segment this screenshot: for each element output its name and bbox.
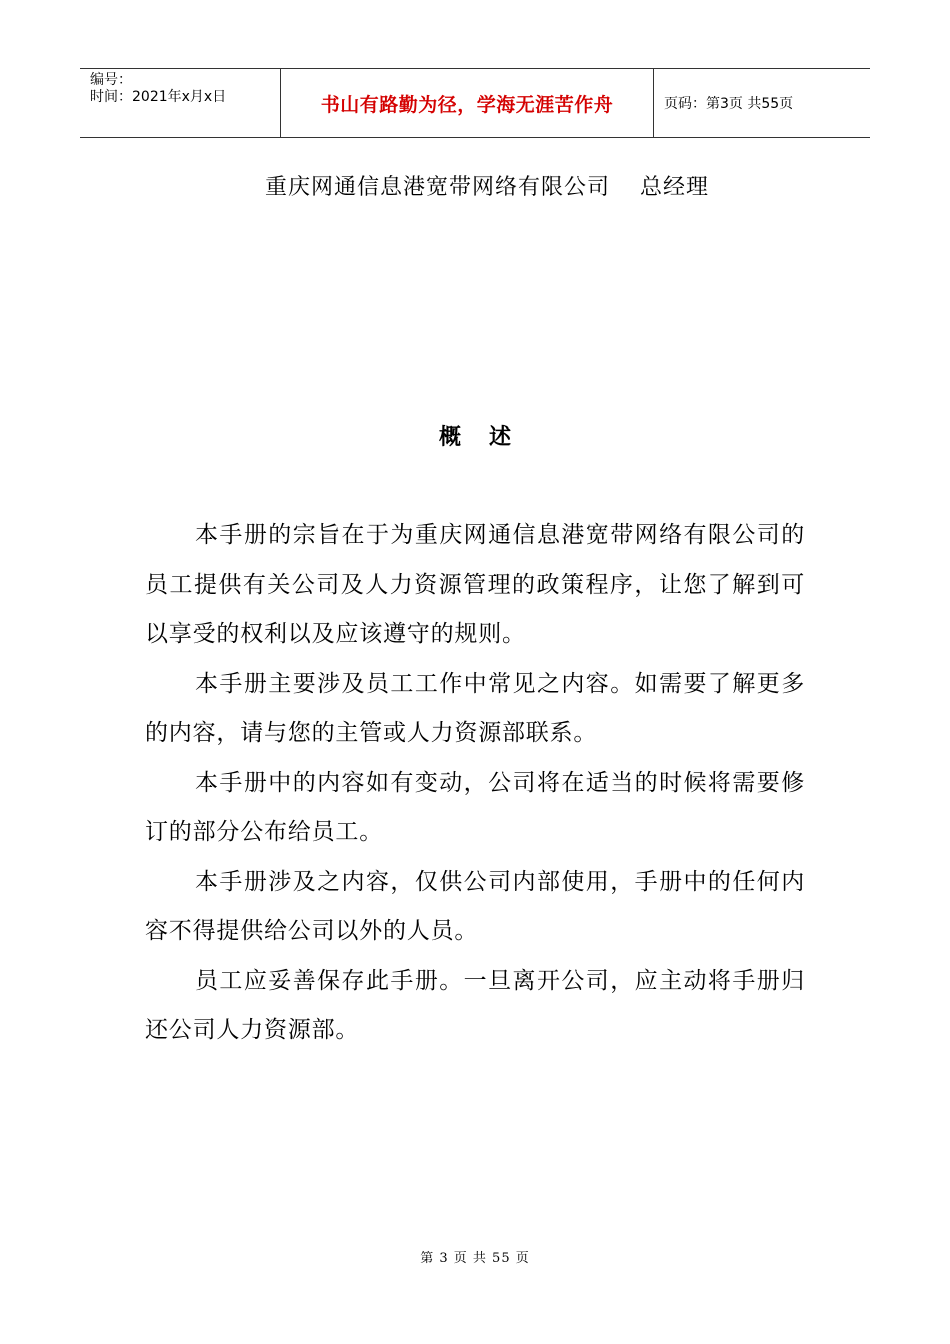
signature-line [265,170,709,201]
time-label: 时间：2021年x月x日 [90,89,227,105]
paragraph: 本手册中的内容如有变动，公司将在适当的时候将需要修订的部分公布给员工。 [145,769,805,845]
number-label: 编号： [90,72,132,88]
body-text [145,511,805,1056]
paragraph: 本手册主要涉及员工工作中常见之内容。如需要了解更多的内容，请与您的主管或人力资源部联系。 [145,670,805,746]
paragraph: 本手册涉及之内容，仅供公司内部使用，手册中的任何内容不得提供给公司以外的人员。 [145,868,805,944]
document-header [80,68,870,138]
header-meta [80,69,281,137]
paragraph: 本手册的宗旨在于为重庆网通信息港宽带网络有限公司的员工提供有关公司及人力资源管理的政策程序，让您了解到可以享受的权利以及应该遵守的规则。 [145,522,805,647]
signature-role: 总经理 [640,175,710,200]
header-motto: 书山有路勤为径，学海无涯苦作舟 [281,69,654,137]
section-title: 概述 [438,425,539,450]
paragraph: 员工应妥善保存此手册。一旦离开公司，应主动将手册归还公司人力资源部。 [145,967,805,1043]
page-footer: 第 3 页 共 55 页 [420,1251,530,1266]
signature-company: 重庆网通信息港宽带网络有限公司 [265,175,611,200]
header-page-info: 页码：第3页 共55页 [664,96,794,112]
